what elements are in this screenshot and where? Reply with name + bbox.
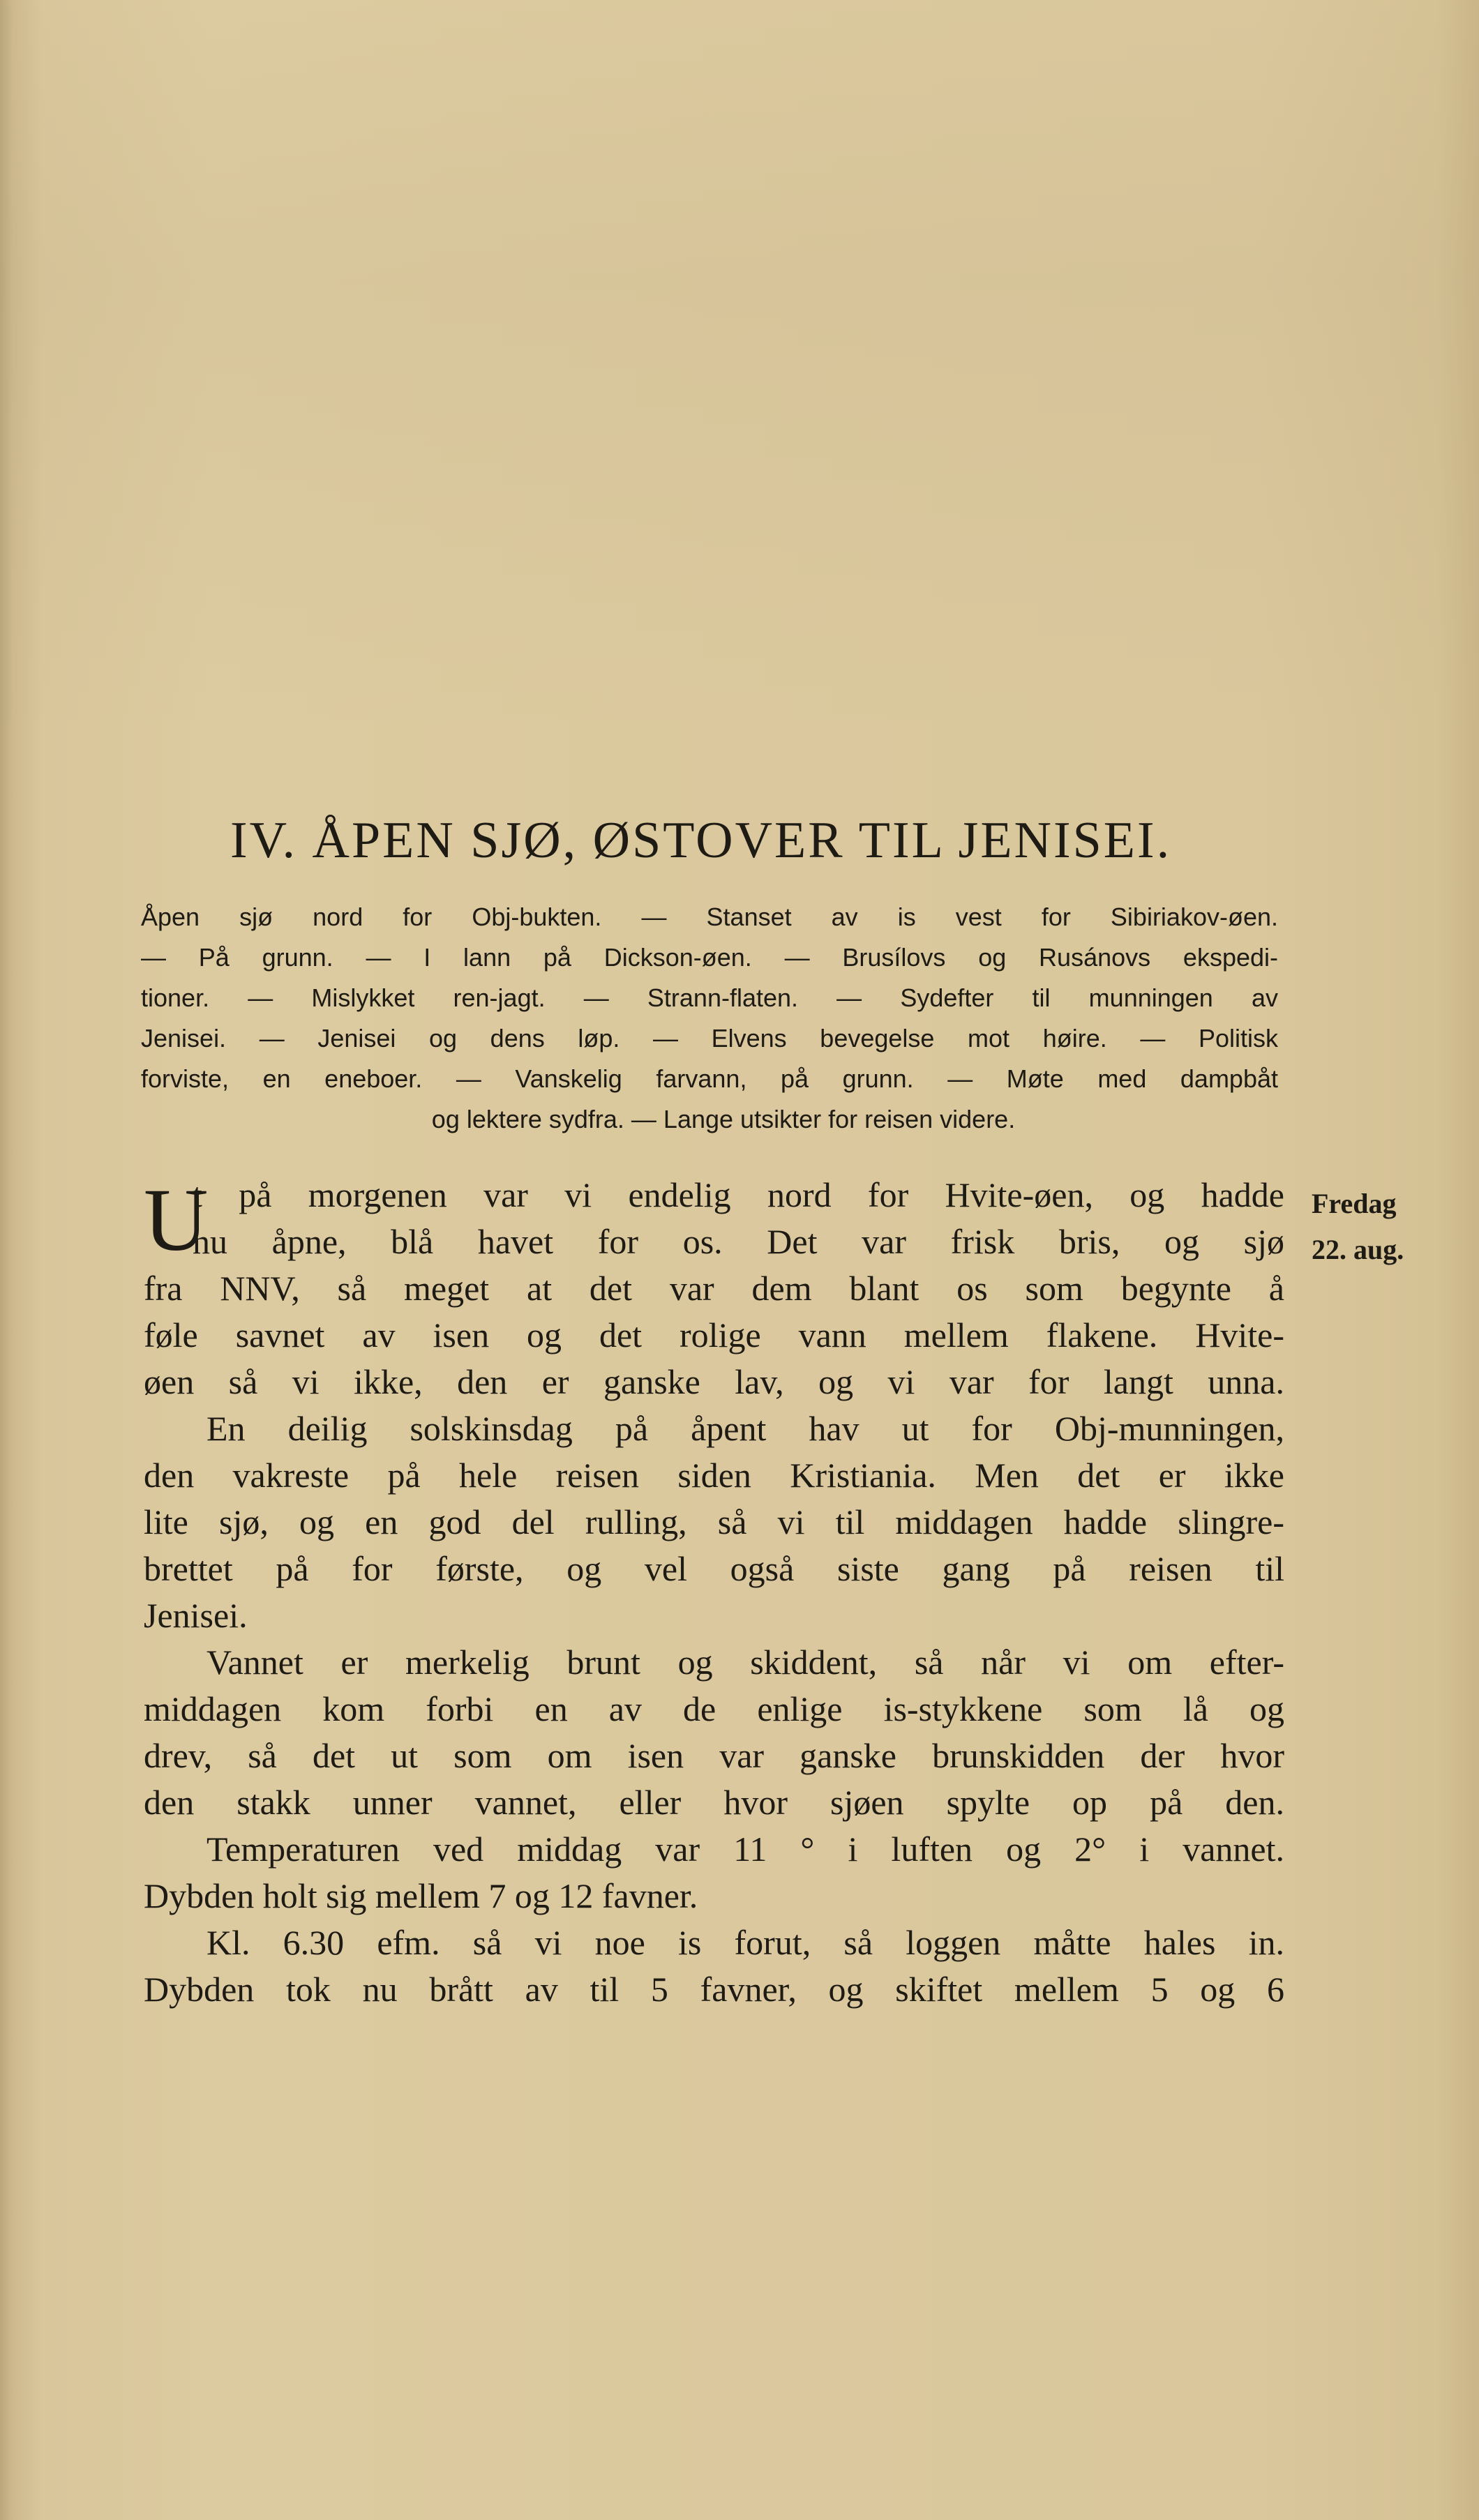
margin-note-date-value: 22. aug. [1312, 1234, 1404, 1265]
summary-line: forviste, en eneboer. — Vanskelig farvann, på grunn. — Møte med dampbåt [141, 1064, 1278, 1093]
text-line: brettet på for første, og vel også siste gang på reisen til [144, 1549, 1284, 1588]
chapter-summary [141, 897, 1278, 1140]
text-line: Vannet er merkelig brunt og skiddent, så når vi om efter- [207, 1643, 1284, 1682]
summary-line: og lektere sydfra. — Lange utsikter for reisen videre. [431, 1105, 1016, 1133]
text-line: middagen kom forbi en av de enlige is-stykkene som lå og [144, 1689, 1284, 1728]
text-line: Dybden tok nu brått av til 5 favner, og skiftet mellem 5 og 6 [144, 1970, 1284, 2009]
summary-line: Jenisei. — Jenisei og dens løp. — Elvens bevegelse mot høire. — Politisk [141, 1024, 1278, 1052]
margin-note-day: Fredag [1312, 1188, 1397, 1219]
text-line: øen så vi ikke, den er ganske lav, og vi var for langt unna. [144, 1362, 1284, 1401]
text-line: Dybden holt sig mellem 7 og 12 favner. [144, 1876, 698, 1915]
text-line: Kl. 6.30 efm. så vi noe is forut, så loggen måtte hales in. [207, 1923, 1284, 1962]
text-line: Jenisei. [144, 1596, 248, 1635]
show-through-area [0, 0, 1479, 732]
text-line: føle savnet av isen og det rolige vann mellem flakene. Hvite- [144, 1315, 1284, 1355]
chapter-title: IV. ÅPEN SJØ, ØSTOVER TIL JENISEI. [230, 812, 1172, 869]
margin-note-date [1312, 1181, 1451, 1273]
drop-cap: U [144, 1170, 209, 1269]
text-line: lite sjø, og en god del rulling, så vi til middagen hadde slingre- [144, 1502, 1284, 1541]
text-line: fra NNV, så meget at det var dem blant os som begynte å [144, 1269, 1284, 1308]
summary-line: Åpen sjø nord for Obj-bukten. — Stanset av is vest for Sibiriakov-øen. [141, 903, 1278, 931]
text-line: t på morgenen var vi endelig nord for Hvite-øen, og hadde [193, 1175, 1284, 1214]
text-line: den stakk unner vannet, eller hvor sjøen spylte op på den. [144, 1783, 1284, 1822]
summary-line: tioner. — Mislykket ren-jagt. — Strann-flaten. — Sydefter til munningen av [141, 983, 1278, 1012]
text-line: Temperaturen ved middag var 11 ° i luften og 2° i vannet. [207, 1829, 1284, 1869]
text-line: En deilig solskinsdag på åpent hav ut for Obj-munningen, [207, 1409, 1284, 1448]
body-text [144, 1172, 1284, 2013]
text-line: den vakreste på hele reisen siden Kristiania. Men det er ikke [144, 1456, 1284, 1495]
text-line: nu åpne, blå havet for os. Det var frisk bris, og sjø [193, 1222, 1284, 1261]
text-line: drev, så det ut som om isen var ganske brunskidden der hvor [144, 1736, 1284, 1775]
summary-line: — På grunn. — I lann på Dickson-øen. — Brusílovs og Rusánovs ekspedi- [141, 943, 1278, 972]
